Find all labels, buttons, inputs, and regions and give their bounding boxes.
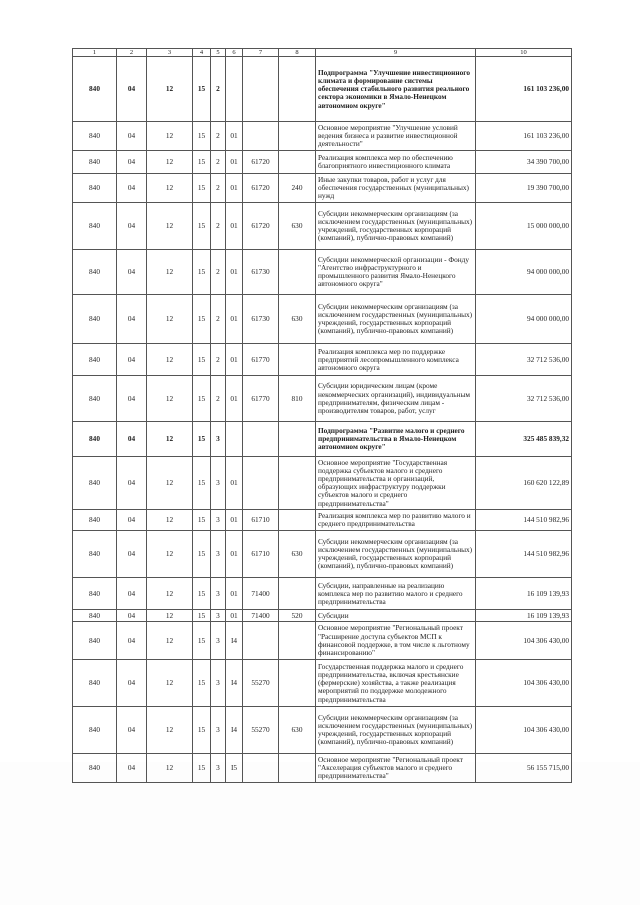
description-cell: Субсидии некоммерческой организации - Фонду "Агентство инфраструктурного и промышленного развития Ямало-Ненецкого автономного округа" bbox=[316, 250, 476, 295]
code-section-cell: 04 bbox=[117, 122, 147, 151]
code-subsection-cell: 12 bbox=[147, 295, 193, 344]
table-row bbox=[73, 250, 572, 295]
code-program-cell: 15 bbox=[193, 707, 211, 754]
code-subsection-cell: 12 bbox=[147, 422, 193, 457]
code-direction-cell bbox=[243, 754, 279, 783]
amount-cell: 32 712 536,00 bbox=[476, 344, 572, 376]
code-section-cell: 04 bbox=[117, 295, 147, 344]
table-row bbox=[73, 622, 572, 660]
code-admin-cell: 840 bbox=[73, 151, 117, 174]
code-section-cell: 04 bbox=[117, 531, 147, 578]
code-subprogram-cell: 3 bbox=[211, 610, 226, 622]
code-direction-cell: 61730 bbox=[243, 295, 279, 344]
code-direction-cell: 61770 bbox=[243, 376, 279, 422]
amount-cell: 16 109 139,93 bbox=[476, 610, 572, 622]
column-number-row bbox=[73, 49, 572, 57]
code-section-cell: 04 bbox=[117, 457, 147, 510]
code-admin-cell: 840 bbox=[73, 250, 117, 295]
table-row bbox=[73, 295, 572, 344]
code-admin-cell: 840 bbox=[73, 622, 117, 660]
table-row bbox=[73, 707, 572, 754]
column-number-3: 3 bbox=[147, 49, 193, 57]
code-admin-cell: 840 bbox=[73, 344, 117, 376]
description-cell: Субсидии некоммерческим организациям (за исключением государственных (муниципальных) учреждений, государственных корпораций (компаний), публично-правовых компаний) bbox=[316, 203, 476, 250]
column-number-10: 10 bbox=[476, 49, 572, 57]
code-subsection-cell: 12 bbox=[147, 57, 193, 122]
code-subsection-cell: 12 bbox=[147, 344, 193, 376]
description-cell: Основное мероприятие "Региональный проект "Расширение доступа субъектов МСП к финансовой поддержке, в том числе к льготному финансированию" bbox=[316, 622, 476, 660]
code-activity-cell: I4 bbox=[226, 660, 243, 707]
code-program-cell: 15 bbox=[193, 610, 211, 622]
code-expense-type-cell bbox=[279, 754, 316, 783]
code-activity-cell: 01 bbox=[226, 250, 243, 295]
code-direction-cell bbox=[243, 622, 279, 660]
description-cell: Подпрограмма "Развитие малого и среднего предпринимательства в Ямало-Ненецком автономном округе" bbox=[316, 422, 476, 457]
code-direction-cell: 61720 bbox=[243, 174, 279, 203]
code-expense-type-cell: 240 bbox=[279, 174, 316, 203]
column-number-1: 1 bbox=[73, 49, 117, 57]
code-expense-type-cell bbox=[279, 510, 316, 531]
code-activity-cell: 01 bbox=[226, 344, 243, 376]
code-expense-type-cell bbox=[279, 660, 316, 707]
code-program-cell: 15 bbox=[193, 754, 211, 783]
code-subprogram-cell: 2 bbox=[211, 151, 226, 174]
description-cell: Субсидии некоммерческим организациям (за исключением государственных (муниципальных) учреждений, государственных корпораций (компаний), публично-правовых компаний) bbox=[316, 707, 476, 754]
code-subprogram-cell: 3 bbox=[211, 422, 226, 457]
code-subsection-cell: 12 bbox=[147, 754, 193, 783]
amount-cell: 34 390 700,00 bbox=[476, 151, 572, 174]
code-admin-cell: 840 bbox=[73, 660, 117, 707]
description-cell: Основное мероприятие "Региональный проект "Акселерация субъектов малого и среднего предпринимательства" bbox=[316, 754, 476, 783]
code-program-cell: 15 bbox=[193, 174, 211, 203]
amount-cell: 16 109 139,93 bbox=[476, 578, 572, 610]
code-subsection-cell: 12 bbox=[147, 610, 193, 622]
code-expense-type-cell: 630 bbox=[279, 295, 316, 344]
code-activity-cell: 01 bbox=[226, 122, 243, 151]
code-activity-cell: 01 bbox=[226, 295, 243, 344]
code-subsection-cell: 12 bbox=[147, 660, 193, 707]
code-direction-cell: 61710 bbox=[243, 531, 279, 578]
code-section-cell: 04 bbox=[117, 422, 147, 457]
code-section-cell: 04 bbox=[117, 203, 147, 250]
code-section-cell: 04 bbox=[117, 622, 147, 660]
amount-cell: 32 712 536,00 bbox=[476, 376, 572, 422]
description-cell: Подпрограмма "Улучшение инвестиционного климата и формирование системы обеспечения стабильного развития реального сектора экономики в Ямало-Ненецком автономном округе" bbox=[316, 57, 476, 122]
amount-cell: 104 306 430,00 bbox=[476, 707, 572, 754]
code-activity-cell: 01 bbox=[226, 610, 243, 622]
amount-cell: 19 390 700,00 bbox=[476, 174, 572, 203]
code-program-cell: 15 bbox=[193, 510, 211, 531]
column-number-4: 4 bbox=[193, 49, 211, 57]
description-cell: Субсидии юридическим лицам (кроме некоммерческих организаций), индивидуальным предпринимателям, физическим лицам - производителям товаров, работ, услуг bbox=[316, 376, 476, 422]
code-activity-cell bbox=[226, 422, 243, 457]
code-admin-cell: 840 bbox=[73, 754, 117, 783]
code-subprogram-cell: 2 bbox=[211, 122, 226, 151]
code-subprogram-cell: 2 bbox=[211, 250, 226, 295]
code-activity-cell: I5 bbox=[226, 754, 243, 783]
code-subprogram-cell: 3 bbox=[211, 510, 226, 531]
code-admin-cell: 840 bbox=[73, 707, 117, 754]
code-subprogram-cell: 3 bbox=[211, 622, 226, 660]
code-subprogram-cell: 3 bbox=[211, 707, 226, 754]
code-admin-cell: 840 bbox=[73, 457, 117, 510]
code-activity-cell: 01 bbox=[226, 174, 243, 203]
column-number-7: 7 bbox=[243, 49, 279, 57]
code-expense-type-cell bbox=[279, 250, 316, 295]
code-subsection-cell: 12 bbox=[147, 122, 193, 151]
code-admin-cell: 840 bbox=[73, 422, 117, 457]
amount-cell: 160 620 122,89 bbox=[476, 457, 572, 510]
description-cell: Иные закупки товаров, работ и услуг для обеспечения государственных (муниципальных) нужд bbox=[316, 174, 476, 203]
code-activity-cell: I4 bbox=[226, 707, 243, 754]
code-expense-type-cell bbox=[279, 57, 316, 122]
code-expense-type-cell bbox=[279, 344, 316, 376]
code-admin-cell: 840 bbox=[73, 174, 117, 203]
code-subprogram-cell: 3 bbox=[211, 660, 226, 707]
code-subprogram-cell: 3 bbox=[211, 578, 226, 610]
code-section-cell: 04 bbox=[117, 660, 147, 707]
code-direction-cell bbox=[243, 422, 279, 457]
code-direction-cell: 71400 bbox=[243, 578, 279, 610]
code-admin-cell: 840 bbox=[73, 578, 117, 610]
code-program-cell: 15 bbox=[193, 295, 211, 344]
code-program-cell: 15 bbox=[193, 203, 211, 250]
column-number-8: 8 bbox=[279, 49, 316, 57]
description-cell: Реализация комплекса мер по поддержке предприятий лесопромышленного комплекса автономного округа bbox=[316, 344, 476, 376]
code-activity-cell bbox=[226, 57, 243, 122]
column-number-5: 5 bbox=[211, 49, 226, 57]
code-program-cell: 15 bbox=[193, 57, 211, 122]
amount-cell: 161 103 236,00 bbox=[476, 122, 572, 151]
code-direction-cell bbox=[243, 122, 279, 151]
code-direction-cell bbox=[243, 57, 279, 122]
code-subprogram-cell: 3 bbox=[211, 457, 226, 510]
code-program-cell: 15 bbox=[193, 122, 211, 151]
amount-cell: 56 155 715,00 bbox=[476, 754, 572, 783]
code-subsection-cell: 12 bbox=[147, 457, 193, 510]
code-section-cell: 04 bbox=[117, 376, 147, 422]
code-expense-type-cell: 520 bbox=[279, 610, 316, 622]
code-subprogram-cell: 2 bbox=[211, 344, 226, 376]
code-expense-type-cell: 630 bbox=[279, 203, 316, 250]
table-row bbox=[73, 457, 572, 510]
table-row bbox=[73, 510, 572, 531]
code-section-cell: 04 bbox=[117, 57, 147, 122]
table-row bbox=[73, 151, 572, 174]
code-expense-type-cell bbox=[279, 578, 316, 610]
amount-cell: 325 485 839,32 bbox=[476, 422, 572, 457]
table-row bbox=[73, 122, 572, 151]
code-admin-cell: 840 bbox=[73, 510, 117, 531]
column-number-9: 9 bbox=[316, 49, 476, 57]
description-cell: Государственная поддержка малого и среднего предпринимательства, включая крестьянские (фермерские) хозяйства, а также реализация мероприятий по поддержке молодежного предпринимательства bbox=[316, 660, 476, 707]
code-subprogram-cell: 2 bbox=[211, 295, 226, 344]
code-expense-type-cell bbox=[279, 122, 316, 151]
code-admin-cell: 840 bbox=[73, 295, 117, 344]
description-cell: Реализация комплекса мер по развитию малого и среднего предпринимательства bbox=[316, 510, 476, 531]
code-expense-type-cell bbox=[279, 457, 316, 510]
code-subprogram-cell: 2 bbox=[211, 174, 226, 203]
table-row bbox=[73, 754, 572, 783]
column-number-2: 2 bbox=[117, 49, 147, 57]
code-subsection-cell: 12 bbox=[147, 151, 193, 174]
table-row bbox=[73, 344, 572, 376]
code-expense-type-cell bbox=[279, 422, 316, 457]
code-section-cell: 04 bbox=[117, 510, 147, 531]
description-cell: Субсидии, направленные на реализацию комплекса мер по развитию малого и среднего предпринимательства bbox=[316, 578, 476, 610]
amount-cell: 144 510 982,96 bbox=[476, 510, 572, 531]
code-admin-cell: 840 bbox=[73, 122, 117, 151]
code-admin-cell: 840 bbox=[73, 376, 117, 422]
code-section-cell: 04 bbox=[117, 250, 147, 295]
code-expense-type-cell: 810 bbox=[279, 376, 316, 422]
code-subprogram-cell: 2 bbox=[211, 57, 226, 122]
code-activity-cell: 01 bbox=[226, 457, 243, 510]
description-cell: Реализация комплекса мер по обеспечению благоприятного инвестиционного климата bbox=[316, 151, 476, 174]
code-admin-cell: 840 bbox=[73, 57, 117, 122]
code-subsection-cell: 12 bbox=[147, 622, 193, 660]
code-expense-type-cell bbox=[279, 622, 316, 660]
amount-cell: 94 000 000,00 bbox=[476, 295, 572, 344]
code-program-cell: 15 bbox=[193, 622, 211, 660]
table-row bbox=[73, 610, 572, 622]
amount-cell: 161 103 236,00 bbox=[476, 57, 572, 122]
code-program-cell: 15 bbox=[193, 250, 211, 295]
amount-cell: 104 306 430,00 bbox=[476, 660, 572, 707]
code-activity-cell: 01 bbox=[226, 151, 243, 174]
code-section-cell: 04 bbox=[117, 707, 147, 754]
table-row bbox=[73, 578, 572, 610]
amount-cell: 104 306 430,00 bbox=[476, 622, 572, 660]
table-row bbox=[73, 422, 572, 457]
code-section-cell: 04 bbox=[117, 610, 147, 622]
description-cell: Основное мероприятие "Улучшение условий ведения бизнеса и развитие инвестиционной деятельности" bbox=[316, 122, 476, 151]
code-program-cell: 15 bbox=[193, 344, 211, 376]
code-subsection-cell: 12 bbox=[147, 510, 193, 531]
amount-cell: 144 510 982,96 bbox=[476, 531, 572, 578]
code-program-cell: 15 bbox=[193, 531, 211, 578]
table-row bbox=[73, 57, 572, 122]
code-program-cell: 15 bbox=[193, 578, 211, 610]
code-subsection-cell: 12 bbox=[147, 707, 193, 754]
code-subprogram-cell: 2 bbox=[211, 203, 226, 250]
code-direction-cell: 61720 bbox=[243, 151, 279, 174]
code-subprogram-cell: 3 bbox=[211, 531, 226, 578]
code-direction-cell: 71400 bbox=[243, 610, 279, 622]
code-direction-cell: 55270 bbox=[243, 707, 279, 754]
code-expense-type-cell bbox=[279, 151, 316, 174]
table-body bbox=[73, 57, 572, 783]
code-admin-cell: 840 bbox=[73, 203, 117, 250]
code-direction-cell: 61710 bbox=[243, 510, 279, 531]
code-program-cell: 15 bbox=[193, 376, 211, 422]
code-activity-cell: 01 bbox=[226, 578, 243, 610]
code-activity-cell: 01 bbox=[226, 510, 243, 531]
code-section-cell: 04 bbox=[117, 344, 147, 376]
code-subsection-cell: 12 bbox=[147, 250, 193, 295]
code-activity-cell: 01 bbox=[226, 531, 243, 578]
code-direction-cell: 61730 bbox=[243, 250, 279, 295]
code-subsection-cell: 12 bbox=[147, 203, 193, 250]
code-subsection-cell: 12 bbox=[147, 578, 193, 610]
description-cell: Субсидии bbox=[316, 610, 476, 622]
code-subsection-cell: 12 bbox=[147, 531, 193, 578]
code-section-cell: 04 bbox=[117, 151, 147, 174]
code-expense-type-cell: 630 bbox=[279, 531, 316, 578]
code-activity-cell: 01 bbox=[226, 203, 243, 250]
amount-cell: 15 000 000,00 bbox=[476, 203, 572, 250]
code-section-cell: 04 bbox=[117, 754, 147, 783]
code-activity-cell: I4 bbox=[226, 622, 243, 660]
table-row bbox=[73, 660, 572, 707]
code-program-cell: 15 bbox=[193, 457, 211, 510]
table-row bbox=[73, 376, 572, 422]
code-direction-cell bbox=[243, 457, 279, 510]
code-subprogram-cell: 3 bbox=[211, 754, 226, 783]
code-section-cell: 04 bbox=[117, 174, 147, 203]
column-number-6: 6 bbox=[226, 49, 243, 57]
amount-cell: 94 000 000,00 bbox=[476, 250, 572, 295]
code-expense-type-cell: 630 bbox=[279, 707, 316, 754]
description-cell: Субсидии некоммерческим организациям (за исключением государственных (муниципальных) учреждений, государственных корпораций (компаний), публично-правовых компаний) bbox=[316, 531, 476, 578]
code-subprogram-cell: 2 bbox=[211, 376, 226, 422]
code-section-cell: 04 bbox=[117, 578, 147, 610]
table-row bbox=[73, 203, 572, 250]
scan-bottom-area bbox=[0, 762, 640, 905]
code-program-cell: 15 bbox=[193, 151, 211, 174]
code-program-cell: 15 bbox=[193, 422, 211, 457]
budget-table bbox=[72, 48, 572, 783]
table-row bbox=[73, 174, 572, 203]
description-cell: Основное мероприятие "Государственная поддержка субъектов малого и среднего предпринимательства и организаций, образующих инфраструктуру поддержки субъектов малого и среднего предпринимательства" bbox=[316, 457, 476, 510]
code-direction-cell: 55270 bbox=[243, 660, 279, 707]
code-direction-cell: 61770 bbox=[243, 344, 279, 376]
code-subsection-cell: 12 bbox=[147, 376, 193, 422]
description-cell: Субсидии некоммерческим организациям (за исключением государственных (муниципальных) учреждений, государственных корпораций (компаний), публично-правовых компаний) bbox=[316, 295, 476, 344]
code-admin-cell: 840 bbox=[73, 531, 117, 578]
table-row bbox=[73, 531, 572, 578]
code-admin-cell: 840 bbox=[73, 610, 117, 622]
code-activity-cell: 01 bbox=[226, 376, 243, 422]
code-program-cell: 15 bbox=[193, 660, 211, 707]
code-direction-cell: 61720 bbox=[243, 203, 279, 250]
code-subsection-cell: 12 bbox=[147, 174, 193, 203]
